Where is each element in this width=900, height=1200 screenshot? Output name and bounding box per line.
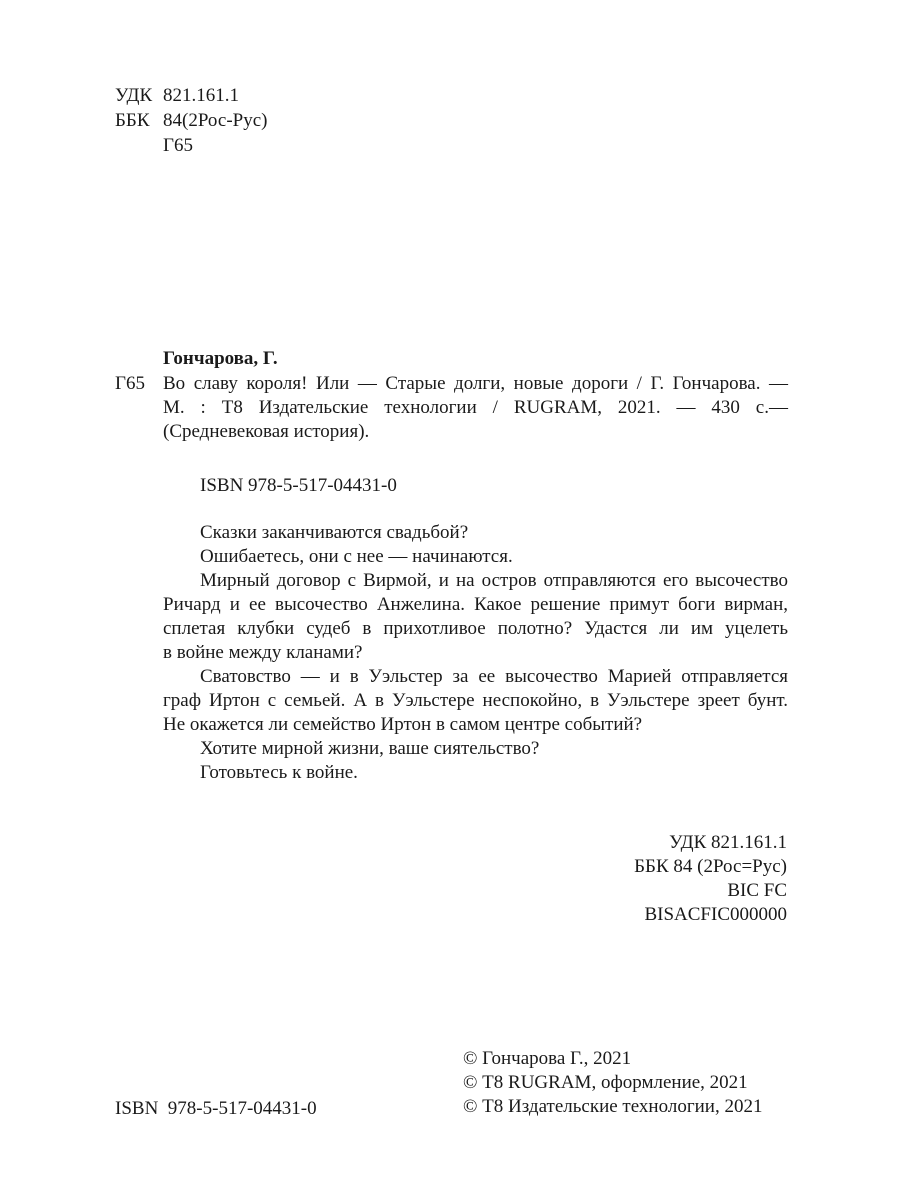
- classification-line: УДК 821.161.1: [669, 832, 787, 853]
- bbk-value: 84(2Рос-Рус): [163, 110, 268, 131]
- annotation-paragraph: [163, 761, 788, 785]
- annotation-paragraph: [163, 545, 788, 569]
- udk-value: 821.161.1: [163, 85, 239, 106]
- author-code: Г65: [115, 373, 145, 394]
- bbk-label: ББК: [115, 110, 150, 131]
- udk-row: [115, 84, 239, 108]
- biblio-line: (Средневековая история).: [163, 421, 370, 442]
- annotation-line: граф Иртон с семьей. А в Уэльстере неспокойно, в Уэльстере зреет бунт.: [163, 690, 788, 711]
- annotation-line: Мирный договор с Вирмой, и на остров отправляются его высочество: [200, 570, 788, 591]
- annotation-paragraph: [163, 521, 788, 545]
- annotation-line: Сватовство — и в Уэльстер за ее высочество Марией отправляется: [200, 666, 788, 687]
- author-name: Гончарова, Г.: [163, 348, 278, 369]
- bibliographic-description: [163, 372, 788, 444]
- classification-line: BISACFIC000000: [644, 904, 787, 925]
- classification-line: ББК 84 (2Рос=Рус): [634, 856, 787, 877]
- classification-right: [634, 831, 787, 927]
- author-mark: Г65: [163, 135, 193, 156]
- annotation-line: Не окажется ли семейство Иртон в самом центре событий?: [163, 714, 643, 735]
- udk-label: УДК: [115, 85, 153, 106]
- annotation-paragraph: [163, 737, 788, 761]
- biblio-line: Во славу короля! Или — Старые долги, новые дороги / Г. Гончарова. —: [163, 373, 788, 394]
- copyright-block: [463, 1047, 762, 1119]
- isbn-main: ISBN 978-5-517-04431-0: [200, 475, 397, 496]
- annotation-paragraph: [163, 665, 788, 737]
- annotation-paragraph: [163, 569, 788, 665]
- annotation: [163, 521, 788, 785]
- annotation-line: Ошибаетесь, они с нее — начинаются.: [200, 546, 513, 567]
- annotation-line: Готовьтесь к войне.: [200, 762, 358, 783]
- annotation-line: Хотите мирной жизни, ваше сиятельство?: [200, 738, 540, 759]
- annotation-line: Сказки заканчиваются свадьбой?: [200, 522, 469, 543]
- copyright-line: © Т8 RUGRAM, оформление, 2021: [463, 1072, 748, 1093]
- annotation-line: сплетая клубки судеб в прихотливое полотно? Удастся ли им уцелеть: [163, 618, 788, 639]
- copyright-line: © Гончарова Г., 2021: [463, 1048, 632, 1069]
- classification-line: BIC FC: [727, 880, 787, 901]
- annotation-line: Ричард и ее высочество Анжелина. Какое решение примут боги вирман,: [163, 594, 788, 615]
- isbn-bottom: ISBN 978-5-517-04431-0: [115, 1098, 317, 1119]
- annotation-line: в войне между кланами?: [163, 642, 363, 663]
- biblio-line: М. : Т8 Издательские технологии / RUGRAM, 2021. — 430 с.—: [163, 397, 788, 418]
- bbk-row: [115, 109, 267, 133]
- copyright-line: © Т8 Издательские технологии, 2021: [463, 1096, 763, 1117]
